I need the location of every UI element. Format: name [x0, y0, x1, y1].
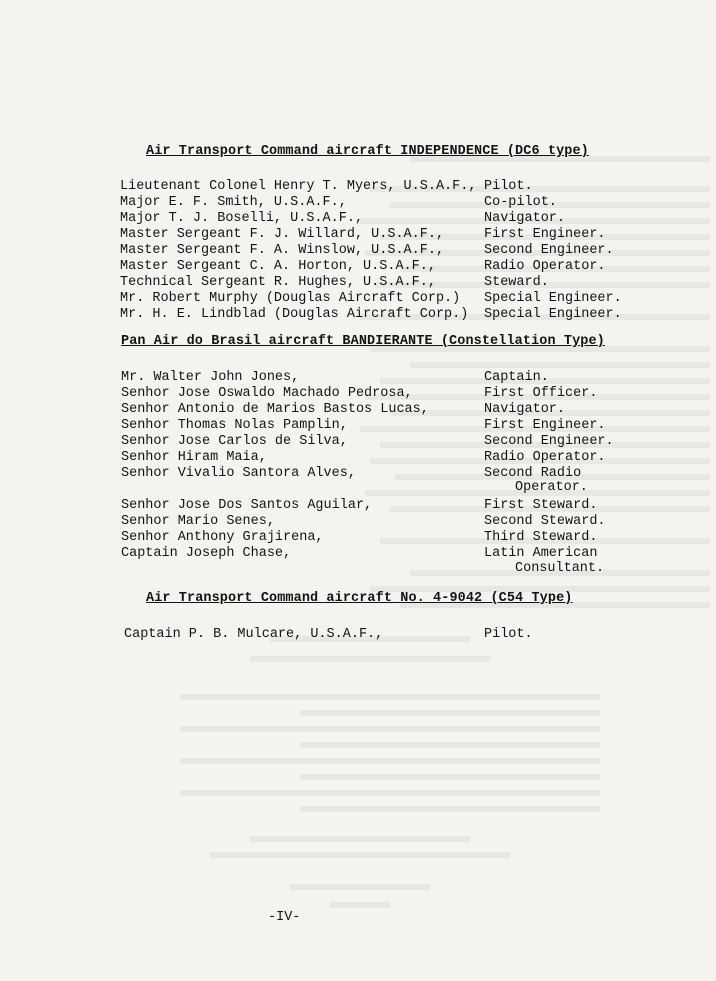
crew-role: Pilot.: [484, 627, 533, 642]
crew-name: Technical Sergeant R. Hughes, U.S.A.F.,: [120, 275, 436, 290]
crew-role: Third Steward.: [484, 530, 598, 545]
crew-name: Senhor Jose Dos Santos Aguilar,: [121, 498, 373, 513]
crew-role: Second Engineer.: [484, 243, 614, 258]
crew-role: Second Radio: [484, 466, 582, 481]
crew-name: Captain P. B. Mulcare, U.S.A.F.,: [124, 627, 384, 642]
crew-name: Major T. J. Boselli, U.S.A.F.,: [120, 211, 364, 226]
crew-name: Senhor Antonio de Marios Bastos Lucas,: [121, 402, 429, 417]
crew-role: Consultant.: [515, 561, 605, 576]
crew-role: Pilot.: [484, 179, 533, 194]
section-heading-independence: Air Transport Command aircraft INDEPENDENCE (DC6 type): [146, 144, 589, 159]
crew-role: Second Engineer.: [484, 434, 614, 449]
crew-role: Special Engineer.: [484, 307, 622, 322]
section-heading-c54: Air Transport Command aircraft No. 4-9042 (C54 Type): [146, 591, 573, 606]
crew-role: Radio Operator.: [484, 259, 606, 274]
crew-name: Senhor Anthony Grajirena,: [121, 530, 324, 545]
crew-name: Master Sergeant F. J. Willard, U.S.A.F.,: [120, 227, 445, 242]
crew-name: Master Sergeant C. A. Horton, U.S.A.F.,: [120, 259, 436, 274]
crew-name: Senhor Jose Carlos de Silva,: [121, 434, 348, 449]
crew-role: First Engineer.: [484, 418, 606, 433]
crew-name: Senhor Hiram Maia,: [121, 450, 267, 465]
crew-role: Radio Operator.: [484, 450, 606, 465]
crew-name: Mr. Robert Murphy (Douglas Aircraft Corp.): [120, 291, 461, 306]
crew-role: Navigator.: [484, 402, 566, 417]
crew-name: Captain Joseph Chase,: [121, 546, 292, 561]
show-through-lines-lower: [160, 636, 600, 916]
crew-role: Operator.: [515, 480, 588, 495]
crew-name: Senhor Mario Senes,: [121, 514, 275, 529]
crew-role: Latin American: [484, 546, 598, 561]
crew-role: Captain.: [484, 370, 549, 385]
crew-name: Major E. F. Smith, U.S.A.F.,: [120, 195, 347, 210]
section-heading-bandierante: Pan Air do Brasil aircraft BANDIERANTE (Constellation Type): [121, 334, 605, 349]
crew-name: Senhor Vivalio Santora Alves,: [121, 466, 356, 481]
crew-role: First Officer.: [484, 386, 598, 401]
page-number: -IV-: [268, 910, 301, 925]
crew-role: Steward.: [484, 275, 549, 290]
crew-role: Co-pilot.: [484, 195, 557, 210]
show-through-texture-lower: [160, 620, 600, 900]
crew-role: Second Steward.: [484, 514, 606, 529]
crew-name: Senhor Thomas Nolas Pamplin,: [121, 418, 348, 433]
crew-role: Navigator.: [484, 211, 566, 226]
crew-role: First Engineer.: [484, 227, 606, 242]
crew-name: Lieutenant Colonel Henry T. Myers, U.S.A.F.,: [120, 179, 477, 194]
crew-role: First Steward.: [484, 498, 598, 513]
crew-name: Mr. H. E. Lindblad (Douglas Aircraft Corp.): [120, 307, 469, 322]
crew-role: Special Engineer.: [484, 291, 622, 306]
crew-name: Senhor Jose Oswaldo Machado Pedrosa,: [121, 386, 413, 401]
crew-name: Master Sergeant F. A. Winslow, U.S.A.F.,: [120, 243, 445, 258]
crew-name: Mr. Walter John Jones,: [121, 370, 300, 385]
